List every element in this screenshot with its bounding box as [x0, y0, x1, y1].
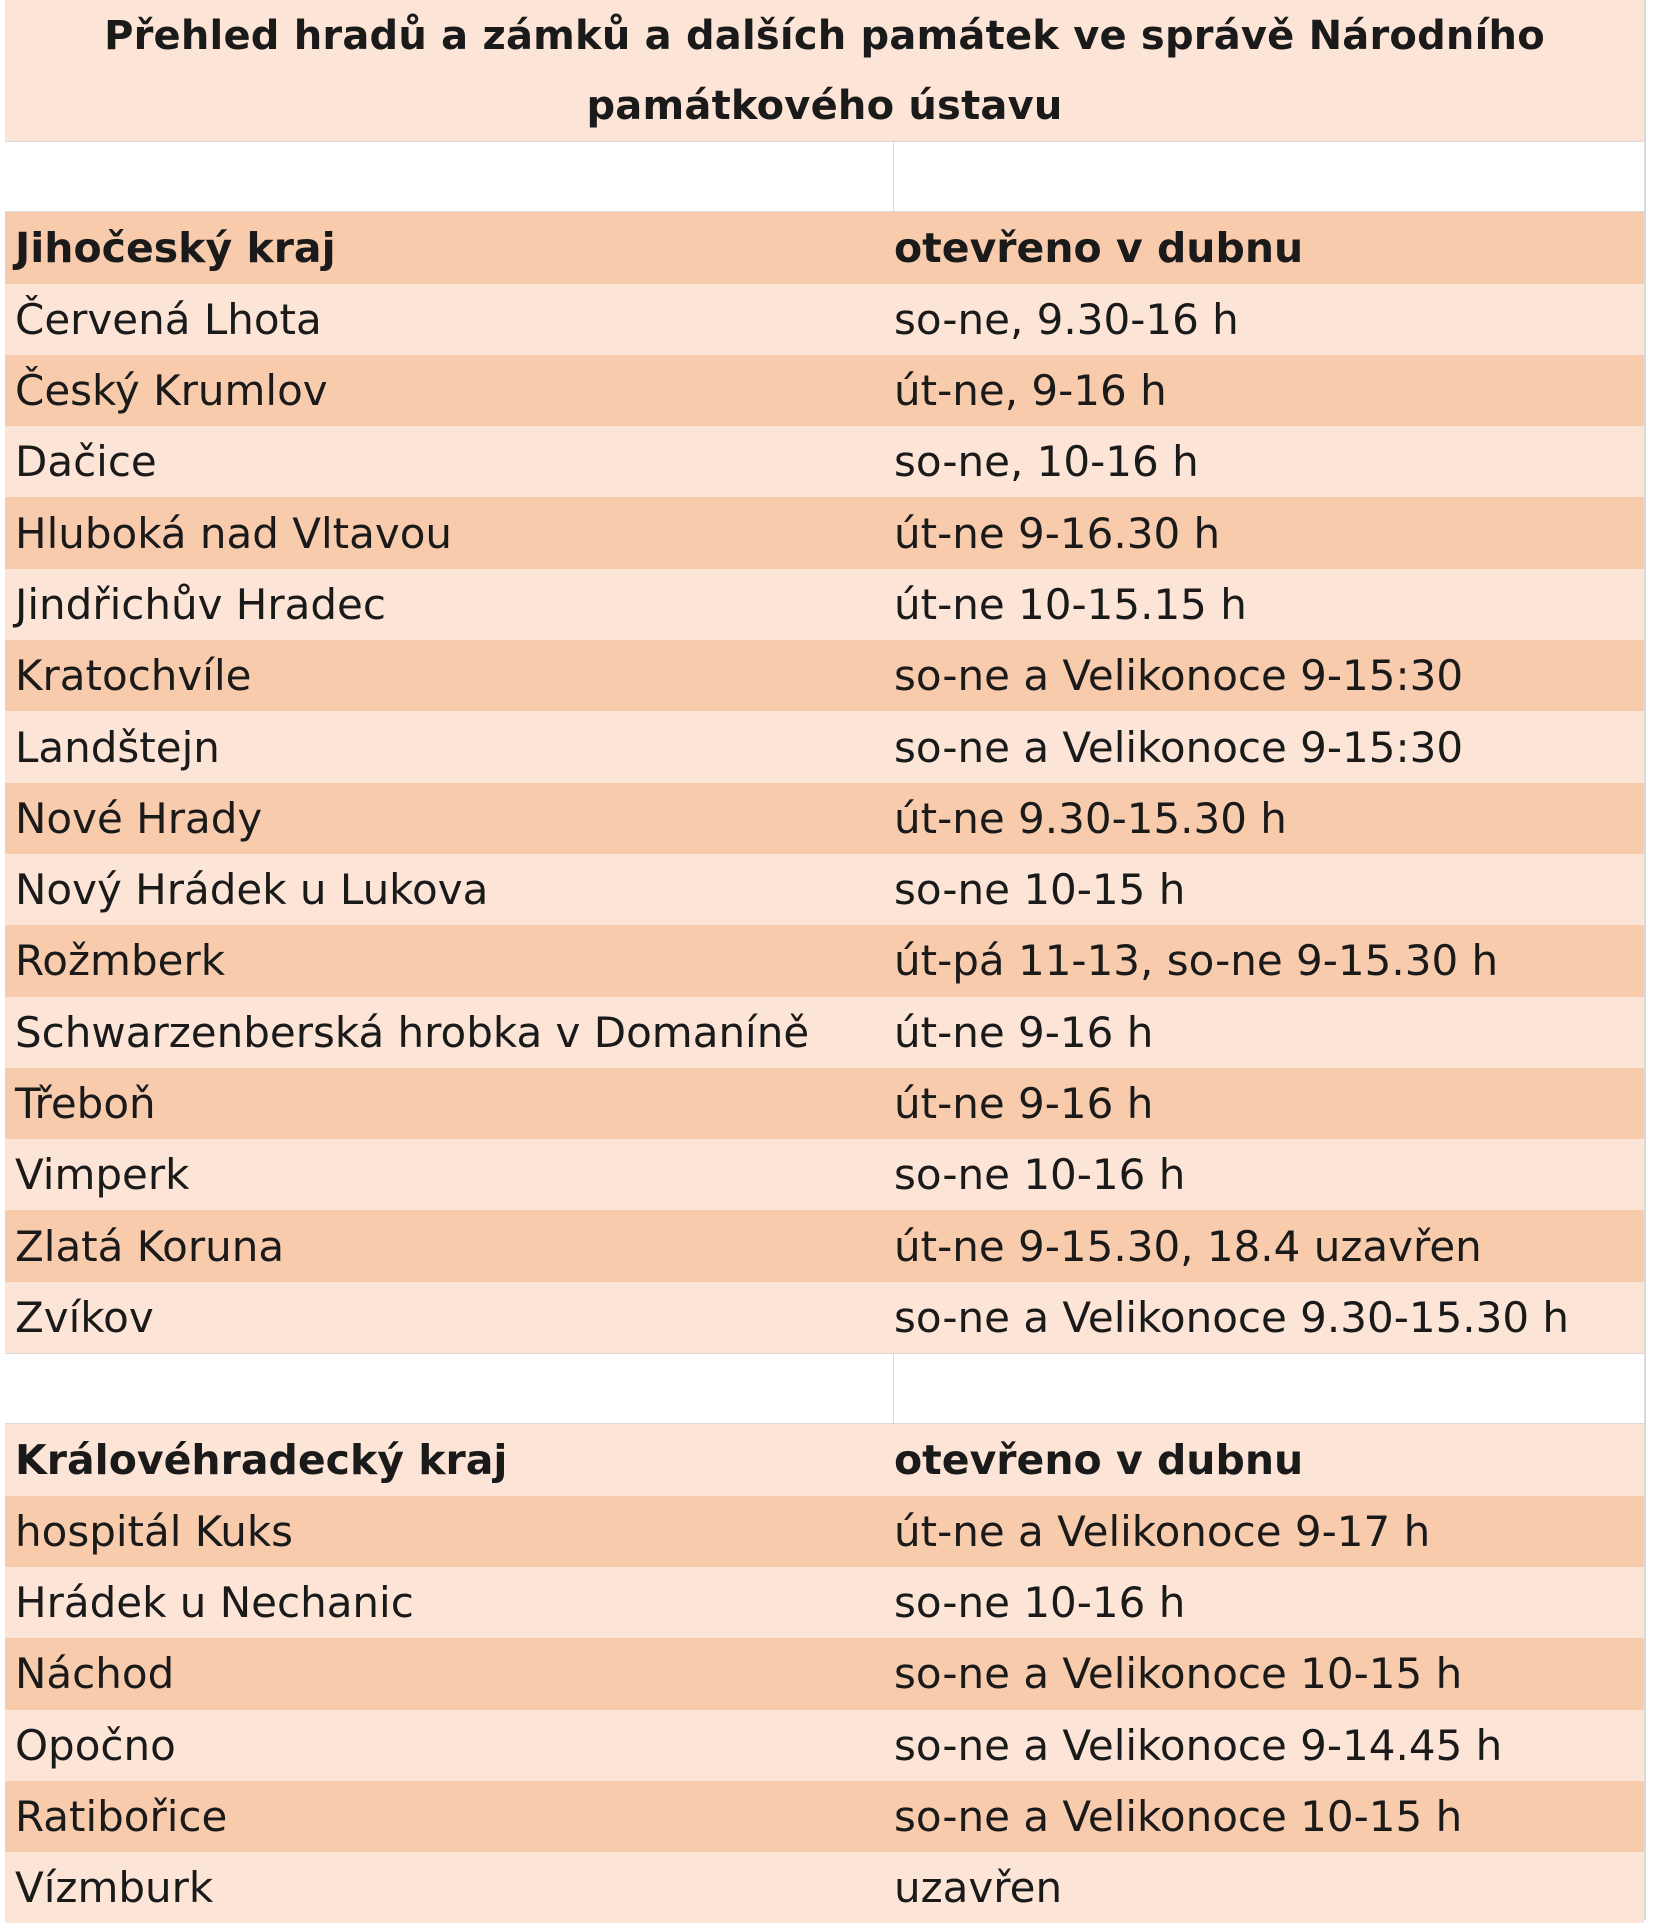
section-header-row[interactable] — [5, 212, 1644, 283]
opening-hours: út-ne 9-16 h — [894, 1007, 1154, 1057]
opening-hours: út-ne a Velikonoce 9-17 h — [894, 1506, 1431, 1556]
opening-hours: út-ne 9.30-15.30 h — [894, 793, 1287, 843]
monument-name: Kratochvíle — [15, 651, 252, 701]
table-row[interactable] — [5, 1710, 1644, 1781]
table-body — [5, 141, 1644, 1923]
empty-row[interactable] — [5, 1353, 1644, 1424]
table-row[interactable] — [5, 1282, 1644, 1353]
table-row[interactable] — [5, 426, 1644, 497]
hours-column-header: otevřeno v dubnu — [894, 1435, 1304, 1484]
region-header: Jihočeský kraj — [15, 223, 336, 272]
monument-name: Hluboká nad Vltavou — [15, 508, 453, 558]
opening-hours: so-ne a Velikonoce 9.30-15.30 h — [894, 1292, 1570, 1342]
opening-hours: so-ne a Velikonoce 9-14.45 h — [894, 1720, 1503, 1770]
monument-name: Landštejn — [15, 722, 220, 772]
opening-hours: út-ne, 9-16 h — [894, 366, 1167, 416]
table-row[interactable] — [5, 1638, 1644, 1709]
table-row[interactable] — [5, 640, 1644, 711]
table-row[interactable] — [5, 783, 1644, 854]
monument-name: Opočno — [15, 1720, 176, 1770]
page-title: Přehled hradů a zámků a dalších památek ve správě Národního památkového ústavu — [104, 12, 1545, 129]
table-row[interactable] — [5, 497, 1644, 568]
monument-name: Hrádek u Nechanic — [15, 1578, 414, 1628]
empty-cell[interactable] — [5, 142, 894, 211]
opening-hours: so-ne, 10-16 h — [894, 437, 1199, 487]
opening-hours: út-ne 9-16.30 h — [894, 508, 1221, 558]
opening-hours: so-ne a Velikonoce 10-15 h — [894, 1791, 1463, 1841]
opening-hours: út-ne 9-16 h — [894, 1079, 1154, 1128]
monument-name: Vimperk — [15, 1150, 190, 1200]
opening-hours: so-ne 10-16 h — [894, 1578, 1186, 1628]
table-row[interactable] — [5, 1852, 1644, 1923]
opening-hours: so-ne 10-16 h — [894, 1150, 1186, 1200]
table-row[interactable] — [5, 355, 1644, 426]
table-row[interactable] — [5, 284, 1644, 355]
monument-name: Schwarzenberská hrobka v Domaníně — [15, 1007, 810, 1057]
opening-hours: út-ne 9-15.30, 18.4 uzavřen — [894, 1221, 1482, 1271]
opening-hours: so-ne a Velikonoce 9-15:30 — [894, 722, 1464, 772]
monument-name: hospitál Kuks — [15, 1506, 294, 1556]
opening-hours: uzavřen — [894, 1863, 1063, 1913]
table-row[interactable] — [5, 1068, 1644, 1139]
table-row[interactable] — [5, 569, 1644, 640]
opening-hours: so-ne a Velikonoce 10-15 h — [894, 1649, 1463, 1699]
monument-name: Zvíkov — [15, 1292, 154, 1342]
table-row[interactable] — [5, 1567, 1644, 1638]
monument-name: Náchod — [15, 1649, 175, 1699]
monument-name: Nové Hrady — [15, 793, 263, 843]
table-row[interactable] — [5, 1139, 1644, 1210]
table-row[interactable] — [5, 711, 1644, 782]
region-header: Královéhradecký kraj — [15, 1435, 508, 1484]
table-row[interactable] — [5, 1210, 1644, 1281]
monument-name: Třeboň — [15, 1079, 156, 1128]
table-row[interactable] — [5, 997, 1644, 1068]
monument-name: Dačice — [15, 437, 157, 487]
monument-name: Jindřichův Hradec — [15, 579, 386, 629]
monument-name: Nový Hrádek u Lukova — [15, 865, 489, 915]
monument-name: Červená Lhota — [15, 294, 322, 344]
monument-name: Český Krumlov — [15, 366, 328, 416]
table-row[interactable] — [5, 854, 1644, 925]
column-border — [1644, 0, 1646, 1920]
monument-name: Vízmburk — [15, 1863, 214, 1913]
table-row[interactable] — [5, 1781, 1644, 1852]
hours-column-header: otevřeno v dubnu — [894, 223, 1304, 272]
opening-hours: so-ne a Velikonoce 9-15:30 — [894, 651, 1464, 701]
opening-hours: so-ne 10-15 h — [894, 865, 1186, 915]
section-header-row[interactable] — [5, 1424, 1644, 1495]
monument-name: Ratibořice — [15, 1791, 228, 1841]
table-row[interactable] — [5, 925, 1644, 996]
opening-hours: so-ne, 9.30-16 h — [894, 294, 1239, 344]
table-row[interactable] — [5, 1496, 1644, 1567]
title-cell[interactable] — [5, 0, 1644, 141]
monument-name: Zlatá Koruna — [15, 1221, 285, 1271]
opening-hours: út-ne 10-15.15 h — [894, 579, 1247, 629]
monument-name: Rožmberk — [15, 936, 226, 986]
empty-row[interactable] — [5, 141, 1644, 212]
empty-cell[interactable] — [5, 1354, 894, 1423]
opening-hours: út-pá 11-13, so-ne 9-15.30 h — [894, 936, 1499, 986]
